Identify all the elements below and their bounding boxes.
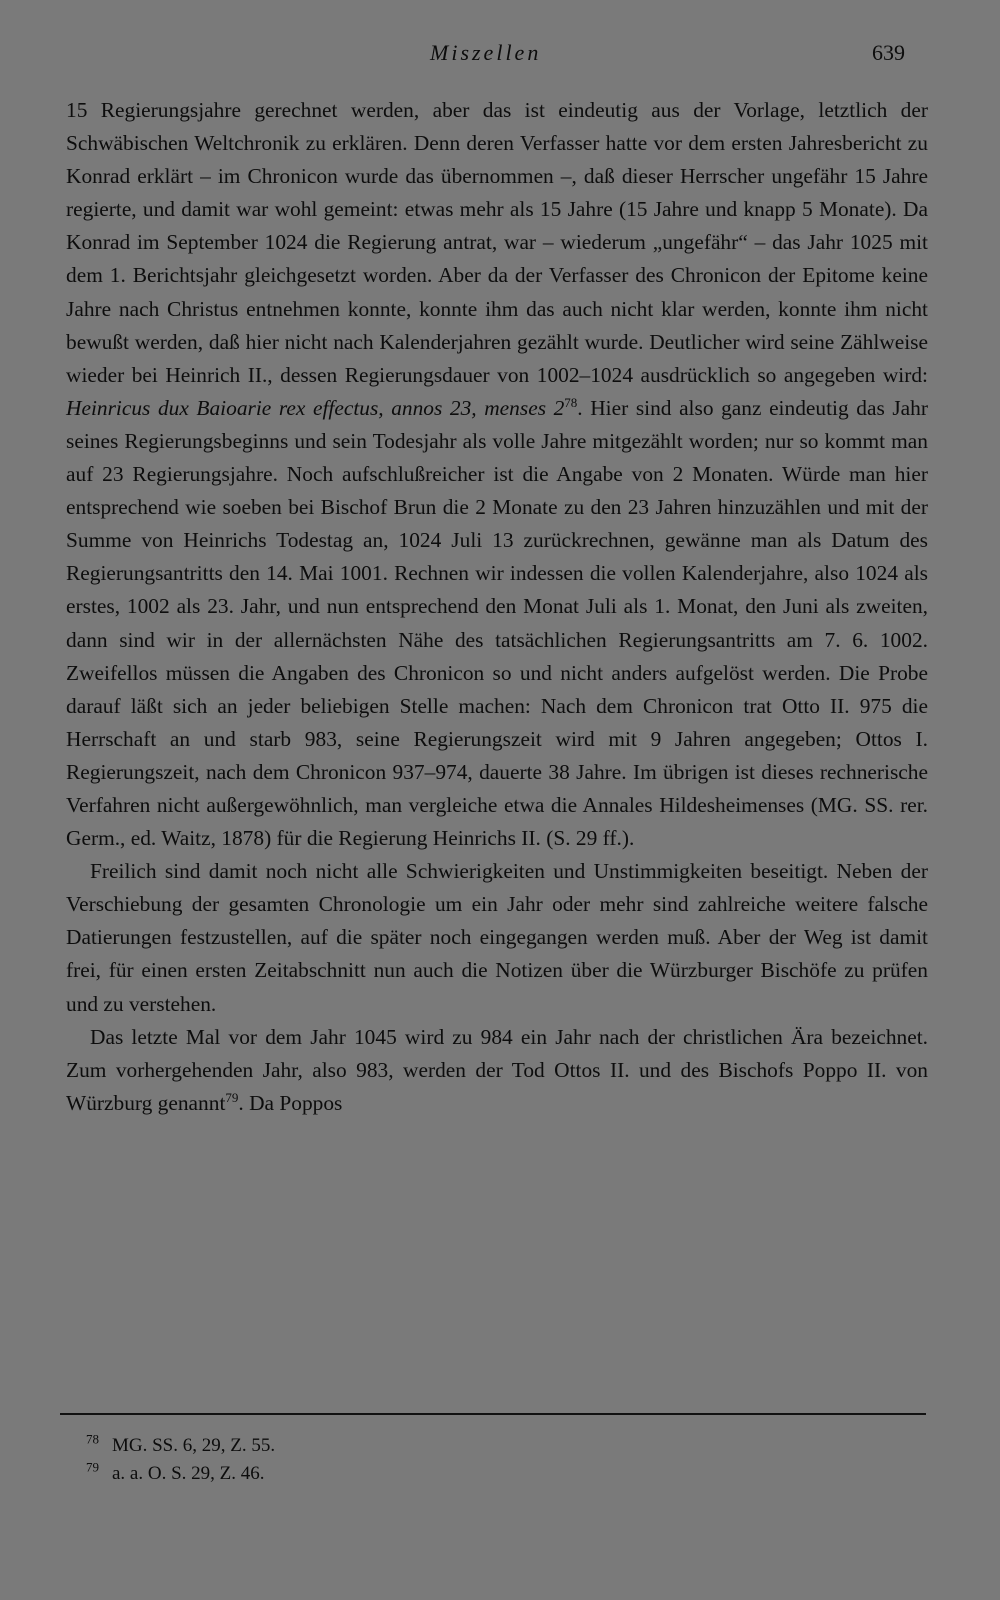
text-run: 15 Regierungsjahre gerechnet werden, aber das ist eindeutig aus der Vorlage, letztlich der Schwäbischen Weltchronik zu erklären. Denn deren Verfasser hatte vor dem ersten Jahresbericht zu Konrad erklärt – im Chronicon wurde das übernommen –, daß dieser Herrscher ungefähr 15 Jahre regierte, und damit war wohl gemeint: etwas mehr als 15 Jahre (15 Jahre und knapp 5 Monate). Da Konrad im September 1024 die Regierung antrat, war – wiederum „ungefähr“ – das Jahr 1025 mit dem 1. Berichtsjahr gleichgesetzt worden. Aber da der Verfasser des Chronicon der Epitome keine Jahre nach Christus entnehmen konnte, konnte ihm das auch nicht klar werden, konnte ihm nicht bewußt werden, daß hier nicht nach Kalenderjahren gezählt wurde. Deutlicher wird seine Zählweise wieder bei Heinrich II., dessen Regierungsdauer von 1002–1024 ausdrücklich so angegeben wird: <box>66 98 928 387</box>
text-run: Freilich sind damit noch nicht alle Schwierigkeiten und Unstimmigkeiten beseitigt. Neben der Verschiebung der gesamten Chronologie um ein Jahr oder mehr sind zahlreiche weitere falsche Datierungen festzustellen, auf die später noch eingegangen werden muß. Aber der Weg ist damit frei, für einen ersten Zeitabschnitt nun auch die Notizen über die Würzburger Bischöfe zu prüfen und zu verstehen. <box>66 859 928 1016</box>
running-head-title: Miszellen <box>430 40 542 65</box>
paragraph-2 <box>66 855 928 1020</box>
footnote-marker: 79 <box>86 1459 99 1475</box>
paragraph-3 <box>66 1021 928 1120</box>
footnote-78 <box>86 1432 906 1460</box>
text-run: . Hier sind also ganz eindeutig das Jahr seines Regierungsbeginns und sein Todesjahr als volle Jahre mitgezählt worden; nur so kommt man auf 23 Regierungsjahre. Noch aufschlußreicher ist die Angabe von 2 Monaten. Würde man hier entsprechend wie soeben bei Bischof Brun die 2 Monate zu den 23 Jahren hinzuzählen und mit der Summe von Heinrichs Todestag an, 1024 Juli 13 zurückrechnen, gewänne man als Datum des Regierungsantritts den 14. Mai 1001. Rechnen wir indessen die vollen Kalenderjahre, also 1024 als erstes, 1002 als 23. Jahr, und nun entsprechend den Monat Juli als 1. Monat, den Juni als zweiten, dann sind wir in der allernächsten Nähe des tatsächlichen Regierungsantritts am 7. 6. 1002. Zweifellos müssen die Angaben des Chronicon so und nicht anders aufgelöst werden. Die Probe darauf läßt sich an jeder beliebigen Stelle machen: Nach dem Chronicon trat Otto II. 975 die Herrschaft an und starb 983, seine Regierungszeit wird mit 9 Jahren angegeben; Ottos I. Regierungszeit, nach dem Chronicon 937–974, dauerte 38 Jahre. Im übrigen ist dieses rechnerische Verfahren nicht außergewöhnlich, man vergleiche etwa die Annales Hildesheimenses (MG. SS. rer. Germ., ed. Waitz, 1878) für die Regierung Heinrichs II. (S. 29 ff.). <box>66 395 928 851</box>
footnote-79 <box>86 1460 906 1488</box>
footnote-rule <box>60 1413 926 1415</box>
page-number: 639 <box>872 40 905 65</box>
footnotes <box>86 1432 906 1488</box>
footnote-ref: 78 <box>564 394 578 410</box>
footnote-text: a. a. O. S. 29, Z. 46. <box>112 1463 265 1484</box>
paragraph-1 <box>66 94 928 855</box>
footnote-ref: 79 <box>225 1089 239 1105</box>
footnote-marker: 78 <box>86 1431 99 1447</box>
italic-quote: Heinricus dux Baioarie rex effectus, annos 23, menses 2 <box>66 395 565 420</box>
body-text <box>66 94 928 1120</box>
text-run: . Da Poppos <box>238 1090 343 1115</box>
footnote-text: MG. SS. 6, 29, Z. 55. <box>112 1435 276 1456</box>
text-run: Das letzte Mal vor dem Jahr 1045 wird zu 984 ein Jahr nach der christlichen Ära bezeichnet. Zum vorhergehenden Jahr, also 983, werden der Tod Ottos II. und des Bischofs Poppo II. von Würzburg genannt <box>66 1024 928 1115</box>
running-head <box>0 40 1000 70</box>
